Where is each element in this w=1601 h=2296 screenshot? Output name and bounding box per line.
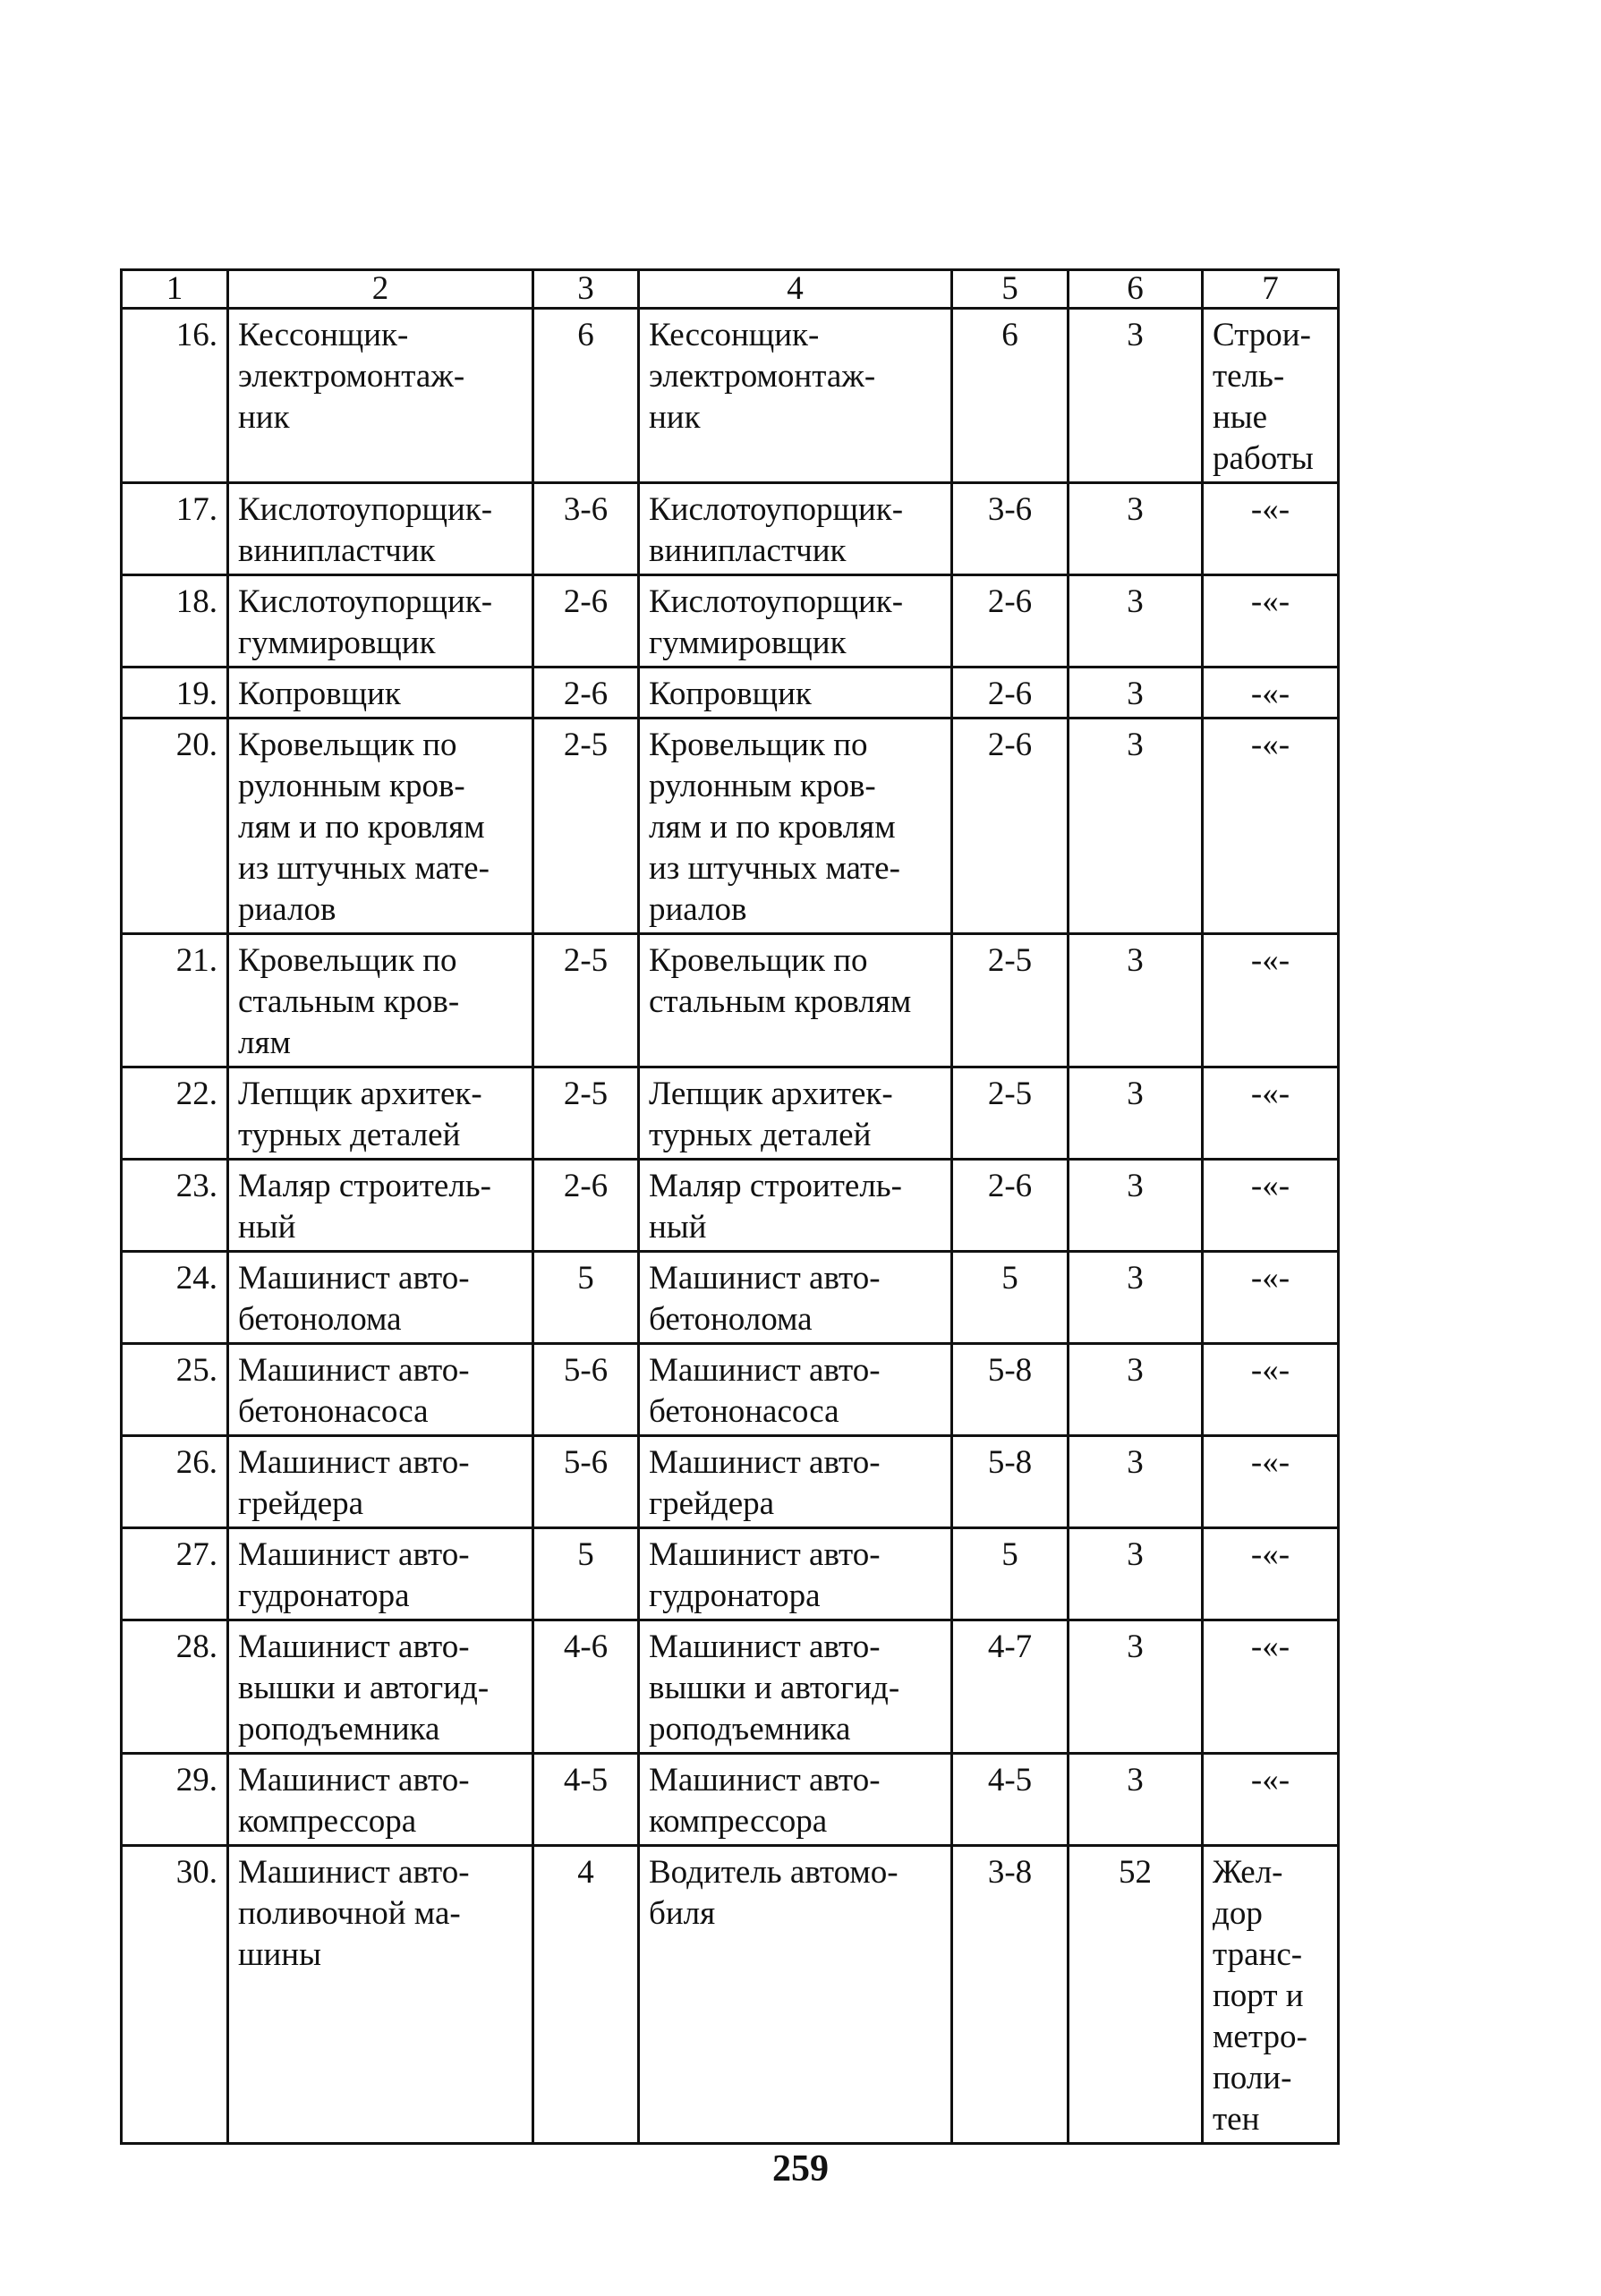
table-row bbox=[122, 483, 1339, 575]
matched-grade-cell: 2-6 bbox=[952, 668, 1069, 719]
table-row bbox=[122, 934, 1339, 1067]
matched-grade-cell: 4-7 bbox=[952, 1620, 1069, 1754]
table-row bbox=[122, 1252, 1339, 1344]
matched-grade-cell: 5-8 bbox=[952, 1344, 1069, 1436]
page-number: 259 bbox=[772, 2148, 829, 2190]
profession-cell: Машинист авто- бетононасоса bbox=[228, 1344, 533, 1436]
matched-profession-cell: Лепщик архитек- турных деталей bbox=[639, 1067, 952, 1160]
table-row bbox=[122, 1067, 1339, 1160]
header-cell: 1 bbox=[122, 270, 228, 309]
profession-cell: Машинист авто- бетонолома bbox=[228, 1252, 533, 1344]
column-7-cell: -«- bbox=[1203, 934, 1339, 1067]
row-number-cell: 26. bbox=[122, 1436, 228, 1528]
matched-profession-cell: Машинист авто- бетонолома bbox=[639, 1252, 952, 1344]
header-cell: 7 bbox=[1203, 270, 1339, 309]
matched-profession-cell: Кровельщик по рулонным кров- лям и по кровлям из штучных мате- риалов bbox=[639, 719, 952, 934]
table-row bbox=[122, 668, 1339, 719]
grade-cell: 2-5 bbox=[533, 934, 639, 1067]
header-cell: 4 bbox=[639, 270, 952, 309]
matched-grade-cell: 2-6 bbox=[952, 1160, 1069, 1252]
header-cell: 2 bbox=[228, 270, 533, 309]
profession-cell: Копровщик bbox=[228, 668, 533, 719]
column-6-cell: 3 bbox=[1069, 1252, 1203, 1344]
table-row bbox=[122, 309, 1339, 483]
grade-cell: 5 bbox=[533, 1252, 639, 1344]
column-7-cell: -«- bbox=[1203, 575, 1339, 668]
grade-cell: 2-6 bbox=[533, 668, 639, 719]
matched-profession-cell: Машинист авто- гудронатора bbox=[639, 1528, 952, 1620]
table-row bbox=[122, 1754, 1339, 1846]
column-6-cell: 3 bbox=[1069, 1160, 1203, 1252]
table-row bbox=[122, 1846, 1339, 2144]
row-number-cell: 23. bbox=[122, 1160, 228, 1252]
row-number-cell: 22. bbox=[122, 1067, 228, 1160]
matched-profession-cell: Машинист авто- компрессора bbox=[639, 1754, 952, 1846]
grade-cell: 3-6 bbox=[533, 483, 639, 575]
matched-grade-cell: 2-5 bbox=[952, 934, 1069, 1067]
column-7-cell: -«- bbox=[1203, 1160, 1339, 1252]
profession-cell: Машинист авто- компрессора bbox=[228, 1754, 533, 1846]
matched-profession-cell: Машинист авто- грейдера bbox=[639, 1436, 952, 1528]
column-7-cell: -«- bbox=[1203, 483, 1339, 575]
column-6-cell: 3 bbox=[1069, 1067, 1203, 1160]
grade-cell: 4 bbox=[533, 1846, 639, 2144]
row-number-cell: 29. bbox=[122, 1754, 228, 1846]
matched-profession-cell: Машинист авто- бетононасоса bbox=[639, 1344, 952, 1436]
column-6-cell: 3 bbox=[1069, 1754, 1203, 1846]
grade-cell: 2-5 bbox=[533, 1067, 639, 1160]
matched-profession-cell: Водитель автомо- биля bbox=[639, 1846, 952, 2144]
column-6-cell: 3 bbox=[1069, 668, 1203, 719]
column-6-cell: 3 bbox=[1069, 1344, 1203, 1436]
matched-grade-cell: 2-5 bbox=[952, 1067, 1069, 1160]
table-row bbox=[122, 1436, 1339, 1528]
grade-cell: 2-6 bbox=[533, 1160, 639, 1252]
column-6-cell: 3 bbox=[1069, 1528, 1203, 1620]
row-number-cell: 25. bbox=[122, 1344, 228, 1436]
profession-cell: Машинист авто- поливочной ма- шины bbox=[228, 1846, 533, 2144]
column-6-cell: 3 bbox=[1069, 934, 1203, 1067]
column-6-cell: 3 bbox=[1069, 1620, 1203, 1754]
header-cell: 5 bbox=[952, 270, 1069, 309]
profession-cell: Кислотоупорщик- винипластчик bbox=[228, 483, 533, 575]
matched-profession-cell: Маляр строитель- ный bbox=[639, 1160, 952, 1252]
column-6-cell: 3 bbox=[1069, 1436, 1203, 1528]
matched-grade-cell: 3-8 bbox=[952, 1846, 1069, 2144]
column-6-cell: 3 bbox=[1069, 483, 1203, 575]
column-7-cell: Жел- дор транс- порт и метро- поли- тен bbox=[1203, 1846, 1339, 2144]
column-7-cell: -«- bbox=[1203, 1620, 1339, 1754]
table-row bbox=[122, 1344, 1339, 1436]
column-6-cell: 52 bbox=[1069, 1846, 1203, 2144]
column-7-cell: -«- bbox=[1203, 1528, 1339, 1620]
table-row bbox=[122, 1160, 1339, 1252]
profession-cell: Маляр строитель- ный bbox=[228, 1160, 533, 1252]
matched-grade-cell: 3-6 bbox=[952, 483, 1069, 575]
column-7-cell: -«- bbox=[1203, 1344, 1339, 1436]
row-number-cell: 28. bbox=[122, 1620, 228, 1754]
column-7-cell: -«- bbox=[1203, 719, 1339, 934]
row-number-cell: 18. bbox=[122, 575, 228, 668]
header-cell: 3 bbox=[533, 270, 639, 309]
profession-cell: Кислотоупорщик- гуммировщик bbox=[228, 575, 533, 668]
profession-cell: Машинист авто- гудронатора bbox=[228, 1528, 533, 1620]
grade-cell: 4-5 bbox=[533, 1754, 639, 1846]
column-6-cell: 3 bbox=[1069, 719, 1203, 934]
matched-profession-cell: Кислотоупорщик- гуммировщик bbox=[639, 575, 952, 668]
grade-cell: 2-6 bbox=[533, 575, 639, 668]
row-number-cell: 21. bbox=[122, 934, 228, 1067]
grade-cell: 4-6 bbox=[533, 1620, 639, 1754]
matched-grade-cell: 5 bbox=[952, 1528, 1069, 1620]
column-6-cell: 3 bbox=[1069, 309, 1203, 483]
profession-cell: Кровельщик по стальным кров- лям bbox=[228, 934, 533, 1067]
header-cell: 6 bbox=[1069, 270, 1203, 309]
column-6-cell: 3 bbox=[1069, 575, 1203, 668]
grade-cell: 6 bbox=[533, 309, 639, 483]
row-number-cell: 17. bbox=[122, 483, 228, 575]
column-7-cell: -«- bbox=[1203, 668, 1339, 719]
profession-cell: Кровельщик по рулонным кров- лям и по кровлям из штучных мате- риалов bbox=[228, 719, 533, 934]
column-7-cell: -«- bbox=[1203, 1252, 1339, 1344]
table-row bbox=[122, 1620, 1339, 1754]
column-7-cell: Строи- тель- ные работы bbox=[1203, 309, 1339, 483]
grade-cell: 5-6 bbox=[533, 1436, 639, 1528]
row-number-cell: 30. bbox=[122, 1846, 228, 2144]
profession-cell: Машинист авто- грейдера bbox=[228, 1436, 533, 1528]
row-number-cell: 24. bbox=[122, 1252, 228, 1344]
column-7-cell: -«- bbox=[1203, 1067, 1339, 1160]
matched-profession-cell: Машинист авто- вышки и автогид- роподъемника bbox=[639, 1620, 952, 1754]
column-7-cell: -«- bbox=[1203, 1436, 1339, 1528]
table-header-row bbox=[122, 270, 1339, 309]
matched-grade-cell: 2-6 bbox=[952, 719, 1069, 934]
matched-grade-cell: 2-6 bbox=[952, 575, 1069, 668]
matched-grade-cell: 6 bbox=[952, 309, 1069, 483]
matched-profession-cell: Копровщик bbox=[639, 668, 952, 719]
row-number-cell: 16. bbox=[122, 309, 228, 483]
row-number-cell: 19. bbox=[122, 668, 228, 719]
column-7-cell: -«- bbox=[1203, 1754, 1339, 1846]
table-row bbox=[122, 719, 1339, 934]
profession-cell: Машинист авто- вышки и автогид- роподъемника bbox=[228, 1620, 533, 1754]
matched-profession-cell: Кровельщик по стальным кровлям bbox=[639, 934, 952, 1067]
matched-profession-cell: Кессонщик- электромонтаж- ник bbox=[639, 309, 952, 483]
table-row bbox=[122, 575, 1339, 668]
matched-grade-cell: 4-5 bbox=[952, 1754, 1069, 1846]
matched-grade-cell: 5 bbox=[952, 1252, 1069, 1344]
row-number-cell: 27. bbox=[122, 1528, 228, 1620]
profession-cell: Лепщик архитек- турных деталей bbox=[228, 1067, 533, 1160]
professions-table bbox=[120, 268, 1340, 2145]
grade-cell: 5-6 bbox=[533, 1344, 639, 1436]
grade-cell: 2-5 bbox=[533, 719, 639, 934]
matched-profession-cell: Кислотоупорщик- винипластчик bbox=[639, 483, 952, 575]
matched-grade-cell: 5-8 bbox=[952, 1436, 1069, 1528]
profession-cell: Кессонщик- электромонтаж- ник bbox=[228, 309, 533, 483]
row-number-cell: 20. bbox=[122, 719, 228, 934]
grade-cell: 5 bbox=[533, 1528, 639, 1620]
table-row bbox=[122, 1528, 1339, 1620]
